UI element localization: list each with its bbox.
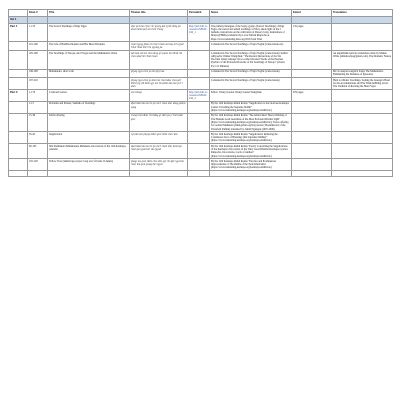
notes-cell[interactable]: By the 12th Karmapa Rahul Ronita "Supplication: Reducing the Continuous Slow of Blessings (the Supreme Siddhis)" (https://www.translating.karmapa.org/karmapa-siddhi-bio) xyxy=(210,132,292,144)
permalink-cell[interactable] xyxy=(188,101,210,113)
part-cell[interactable] xyxy=(9,69,28,78)
part-cell[interactable] xyxy=(9,144,28,159)
tibetan-title-cell[interactable]: phyag rgya chen po tha phyi ma xyxy=(130,69,188,78)
folio-cell[interactable]: 1-15 xyxy=(28,101,48,113)
extent-cell[interactable] xyxy=(292,42,332,51)
extent-cell[interactable] xyxy=(292,144,332,159)
folio-cell[interactable]: 105-128 xyxy=(28,159,48,171)
permalink-cell[interactable] xyxy=(188,144,210,159)
part-cell[interactable]: Part 1 xyxy=(9,24,28,42)
column-header[interactable]: Permalink xyxy=(188,10,210,17)
extent-cell[interactable] xyxy=(292,69,332,78)
column-header[interactable]: Extent xyxy=(292,10,332,17)
notes-cell[interactable]: Contained in The Sacred Teachings of Vajra Yogini (Lama Jetsun ed.) xyxy=(210,42,292,51)
translation-cell[interactable] xyxy=(332,144,393,159)
permalink-cell[interactable] xyxy=(188,78,210,90)
volume-row[interactable] xyxy=(9,17,393,24)
tibetan-title-cell[interactable]: thar pa'i lam 'kyer rin 'gyang dal 'grub thing pa dram lahal pa'i zin chen 'thung xyxy=(130,24,188,42)
folio-cell[interactable]: 90-105 xyxy=(28,144,48,159)
table-cell[interactable] xyxy=(188,171,210,177)
table-cell[interactable] xyxy=(130,17,188,24)
column-header[interactable]: Dzaö-V xyxy=(28,10,48,17)
column-header[interactable]: Tibetan title xyxy=(130,10,188,17)
data-table xyxy=(8,9,393,177)
translation-cell[interactable] xyxy=(332,42,393,51)
table-cell[interactable] xyxy=(332,17,393,24)
table-cell[interactable] xyxy=(188,17,210,24)
permalink-cell[interactable] xyxy=(188,42,210,51)
notes-cell[interactable]: Contained in The Sacred Teachings of Vajra Yogini (Lama Jetsun) 'Adhist Ahlyoscha Chitkar Wangchuk; "The Reward Instructions of the Six Doctrine Using Lineage: On so-called Ozosteri Words of the Peerless Pyrrhics of the Profound Doctrine of Six Teachings of Naropa" (Ocean Ey.1-21 Shinsite) xyxy=(210,51,292,69)
column-header[interactable] xyxy=(9,10,28,17)
translation-cell[interactable] xyxy=(332,24,393,42)
table-row[interactable] xyxy=(9,159,393,171)
extent-cell[interactable] xyxy=(292,159,332,171)
notes-cell[interactable]: By the 12th Karmapa Rahul Ronita "Supplication to the Glorious Karmapa Lamas: Unveiling the Supreme Siddhi" (https://www.translating.karmapa.org/karmapa-siddhi-bio) xyxy=(210,101,292,113)
folio-cell[interactable]: 1-176 xyxy=(28,90,48,102)
permalink-cell[interactable]: http://purl.bdrc.io/resource/MW4CZ42_1 xyxy=(188,24,210,42)
column-header[interactable]: Notes xyxy=(210,10,292,17)
notes-cell[interactable]: Editor: Chokyi Gedon Chokyi Gedon Wangchuk xyxy=(210,90,292,102)
title-cell[interactable]: The Life of Buddha Jinasutra and His Heart Disciples xyxy=(48,42,130,51)
extent-cell[interactable]: 976 pages xyxy=(292,90,332,102)
table-row[interactable] xyxy=(9,42,393,51)
translation-cell[interactable] xyxy=(332,159,393,171)
notes-cell[interactable]: By the 12th Karmapa Rahul Ronita "The Abbreviated Tireesi Offering of The Hamena Lead Guardians of the Most Profound Pristine Sight" (https://www.translating.karmapa.org/karmapa-siddhi-bio); Tsotsa offering for Gedtrul Mahakala (dahd.gdtrul.org/tlan) series (Thodanbrawd of the Threefold Pamini) translated by Jamid Ngungen (2005-2006) xyxy=(210,113,292,131)
extent-cell[interactable] xyxy=(292,101,332,113)
title-cell[interactable]: Shri Padmakara Mahakaruna Mahakala, Invocations of the 12th Karmapa, calendar xyxy=(48,144,130,159)
table-cell[interactable] xyxy=(48,171,130,177)
notes-cell[interactable]: Contained in The Sacred Teachings of Vajra Yogini (Lama Jetsun) xyxy=(210,78,292,90)
table-row[interactable] xyxy=(9,69,393,78)
part-cell[interactable] xyxy=(9,113,28,131)
table-cell[interactable] xyxy=(210,171,292,177)
title-cell[interactable]: Collected Letters xyxy=(48,90,130,102)
tibetan-title-cell[interactable]: dpal ldan bla ma rin po che'i rnam thar bstod pa rnam pa rgyal ba'i sku rgyud xyxy=(130,144,188,159)
table-cell[interactable] xyxy=(28,17,48,24)
part-cell[interactable] xyxy=(9,132,28,144)
table-cell[interactable] xyxy=(292,17,332,24)
folio-cell[interactable]: 195-198 xyxy=(28,51,48,69)
empty-row[interactable] xyxy=(9,171,393,177)
spreadsheet xyxy=(8,9,392,177)
tibetan-title-cell[interactable]: rje bla ma'i phyag bzhes gsol 'debs chos 'dus xyxy=(130,132,188,144)
title-cell[interactable]: Mahamudra, short form xyxy=(48,69,130,78)
title-cell[interactable]: Yellow Trou (Sukhavapa prayer: long text 'of home 'm hustle) xyxy=(48,159,130,171)
extent-cell[interactable]: 135 pages xyxy=(292,24,332,42)
translation-cell[interactable]: Mi Ch Anzpei Gangdrol Sangs The Mahamudra: Eliminating the Darkness of Ignorance xyxy=(332,69,393,78)
notes-cell[interactable]: By the 12th Karmapa Rahul Ronita "Practice and Prominences Improvements of The Riddle of the Tsele Khrul-khor (https://www.translating.karmapa.org/karmapa-siddhi-bio) xyxy=(210,159,292,171)
tibetan-title-cell[interactable]: sna tshogs xyxy=(130,90,188,102)
tibetan-title-cell[interactable]: phags mo gsol 'debs chos shin gyi rin dpe'i gyal ba rtod; tha gsol gsang ba'i rgyas xyxy=(130,159,188,171)
table-row[interactable] xyxy=(9,144,393,159)
table-cell[interactable] xyxy=(210,17,292,24)
table-cell[interactable] xyxy=(48,17,130,24)
column-header[interactable]: Translation xyxy=(332,10,393,17)
part-cell[interactable]: Part 2 xyxy=(9,90,28,102)
tibetan-title-cell[interactable]: phyag rgya chen po khor ba rtsa bsdus chos pa'i khrid yig yid bzhin gyi nor bu bzhin bla mar yid 'i dum xyxy=(130,78,188,90)
title-cell[interactable]: Supplication xyxy=(48,132,130,144)
title-cell[interactable]: The Teachings of Naropa, the 6 Yogas and the Mahamudra Union xyxy=(48,51,130,69)
extent-cell[interactable] xyxy=(292,132,332,144)
folio-cell[interactable]: 15-36 xyxy=(28,113,48,131)
title-cell[interactable] xyxy=(48,78,130,90)
tibetan-title-cell[interactable]: zab lam rab mo chos drug gi nyams len khrid rim chos sdud rim 'thab rnam xyxy=(130,51,188,69)
volume-label[interactable]: Vol 1 xyxy=(9,17,28,24)
title-cell[interactable]: The Sacred Teachings of Rigs Tigpo xyxy=(48,24,130,42)
header-row xyxy=(9,10,393,17)
notes-cell[interactable]: The primary theurgies of the Sopry-gyalpo (Sacred Teachings) of Rigs Tigpo, the sacred and edited teachings of Tibet, sheds light on the 5 Jeshutis, instructions on the cultivation of illusory body, meditations of Marpa (PHMA) translated by Lorra Simrad Rinpoche at https://www.translating.tibet.org/2016 from Tibet xyxy=(210,24,292,42)
permalink-cell[interactable] xyxy=(188,51,210,69)
permalink-cell[interactable]: http://purl.bdrc.io/resource/MW4CZ42_2 xyxy=(188,90,210,102)
translation-cell[interactable] xyxy=(332,113,393,131)
table-cell[interactable] xyxy=(332,171,393,177)
tibetan-title-cell[interactable]: rnam rgyag phan rin rtsa'i rnam mo'ong la'i rgyud 'bhul rbum lha'i rin rgyang pa xyxy=(130,42,188,51)
folio-cell[interactable]: 1-153 xyxy=(28,24,48,42)
extent-cell[interactable] xyxy=(292,78,332,90)
notes-cell[interactable]: Contained in The Sacred Teachings of Vajra Yogini (Lama Jetsun) xyxy=(210,69,292,78)
folio-cell[interactable]: 191-196 xyxy=(28,42,48,51)
table-cell[interactable] xyxy=(130,171,188,177)
part-cell[interactable] xyxy=(9,78,28,90)
table-row[interactable] xyxy=(9,90,393,102)
extent-cell[interactable] xyxy=(292,113,332,131)
column-header[interactable]: Title xyxy=(48,10,130,17)
folio-cell[interactable]: 196-198 xyxy=(28,69,48,78)
table-row[interactable] xyxy=(9,113,393,131)
extent-cell[interactable] xyxy=(292,51,332,69)
table-cell[interactable] xyxy=(28,171,48,177)
table-row[interactable] xyxy=(9,101,393,113)
part-cell[interactable] xyxy=(9,101,28,113)
table-row[interactable] xyxy=(9,24,393,42)
part-cell[interactable] xyxy=(9,42,28,51)
table-row[interactable] xyxy=(9,132,393,144)
part-cell[interactable] xyxy=(9,159,28,171)
table-cell[interactable] xyxy=(9,171,28,177)
table-row[interactable] xyxy=(9,51,393,69)
table-row[interactable] xyxy=(9,78,393,90)
permalink-cell[interactable] xyxy=(188,159,210,171)
translation-cell[interactable]: Hard to Obtain: Teachings, Sealing the Lineage's Heart for the Accumulations and The Wish-fulfilling Jewel: The Tradition of Reciting the Heart Vajra xyxy=(332,78,393,90)
permalink-cell[interactable] xyxy=(188,113,210,131)
title-cell[interactable]: Terma offering xyxy=(48,113,130,131)
table-cell[interactable] xyxy=(292,171,332,177)
notes-cell[interactable]: By the 12th Karmapa Rahul Ronita "Poetry Concerning the Supplications of the Karmapa's Invocation of the Truly Great Dharma Karmapa-Gyalwa Rinpoche, Invocations, Lords of Anthers" (https://www.translating.karmapa.org/karmapa-siddhi-bio) xyxy=(210,144,292,159)
title-cell[interactable]: Problems and Praises; Sakhaha of Teachings xyxy=(48,101,130,113)
permalink-cell[interactable] xyxy=(188,132,210,144)
translation-cell[interactable]: An unpublished private translation exists by Manak Wilde (shinrdzodpa@gmail.com). The Dramatic Nature xyxy=(332,51,393,69)
folio-cell[interactable]: 197-216 xyxy=(28,78,48,90)
translation-cell[interactable] xyxy=(332,101,393,113)
translation-cell[interactable] xyxy=(332,90,393,102)
folio-cell[interactable]: 35-45 xyxy=(28,132,48,144)
part-cell[interactable] xyxy=(9,51,28,69)
tibetan-title-cell[interactable]: srung brtol dbus 'chi bdag gi 'dzin po yi 'bul bskul gtor xyxy=(130,113,188,131)
translation-cell[interactable] xyxy=(332,132,393,144)
permalink-cell[interactable] xyxy=(188,69,210,78)
tibetan-title-cell[interactable]: dpal ldan bla ma rin po che'i rnam thar dang gdams ngag xyxy=(130,101,188,113)
